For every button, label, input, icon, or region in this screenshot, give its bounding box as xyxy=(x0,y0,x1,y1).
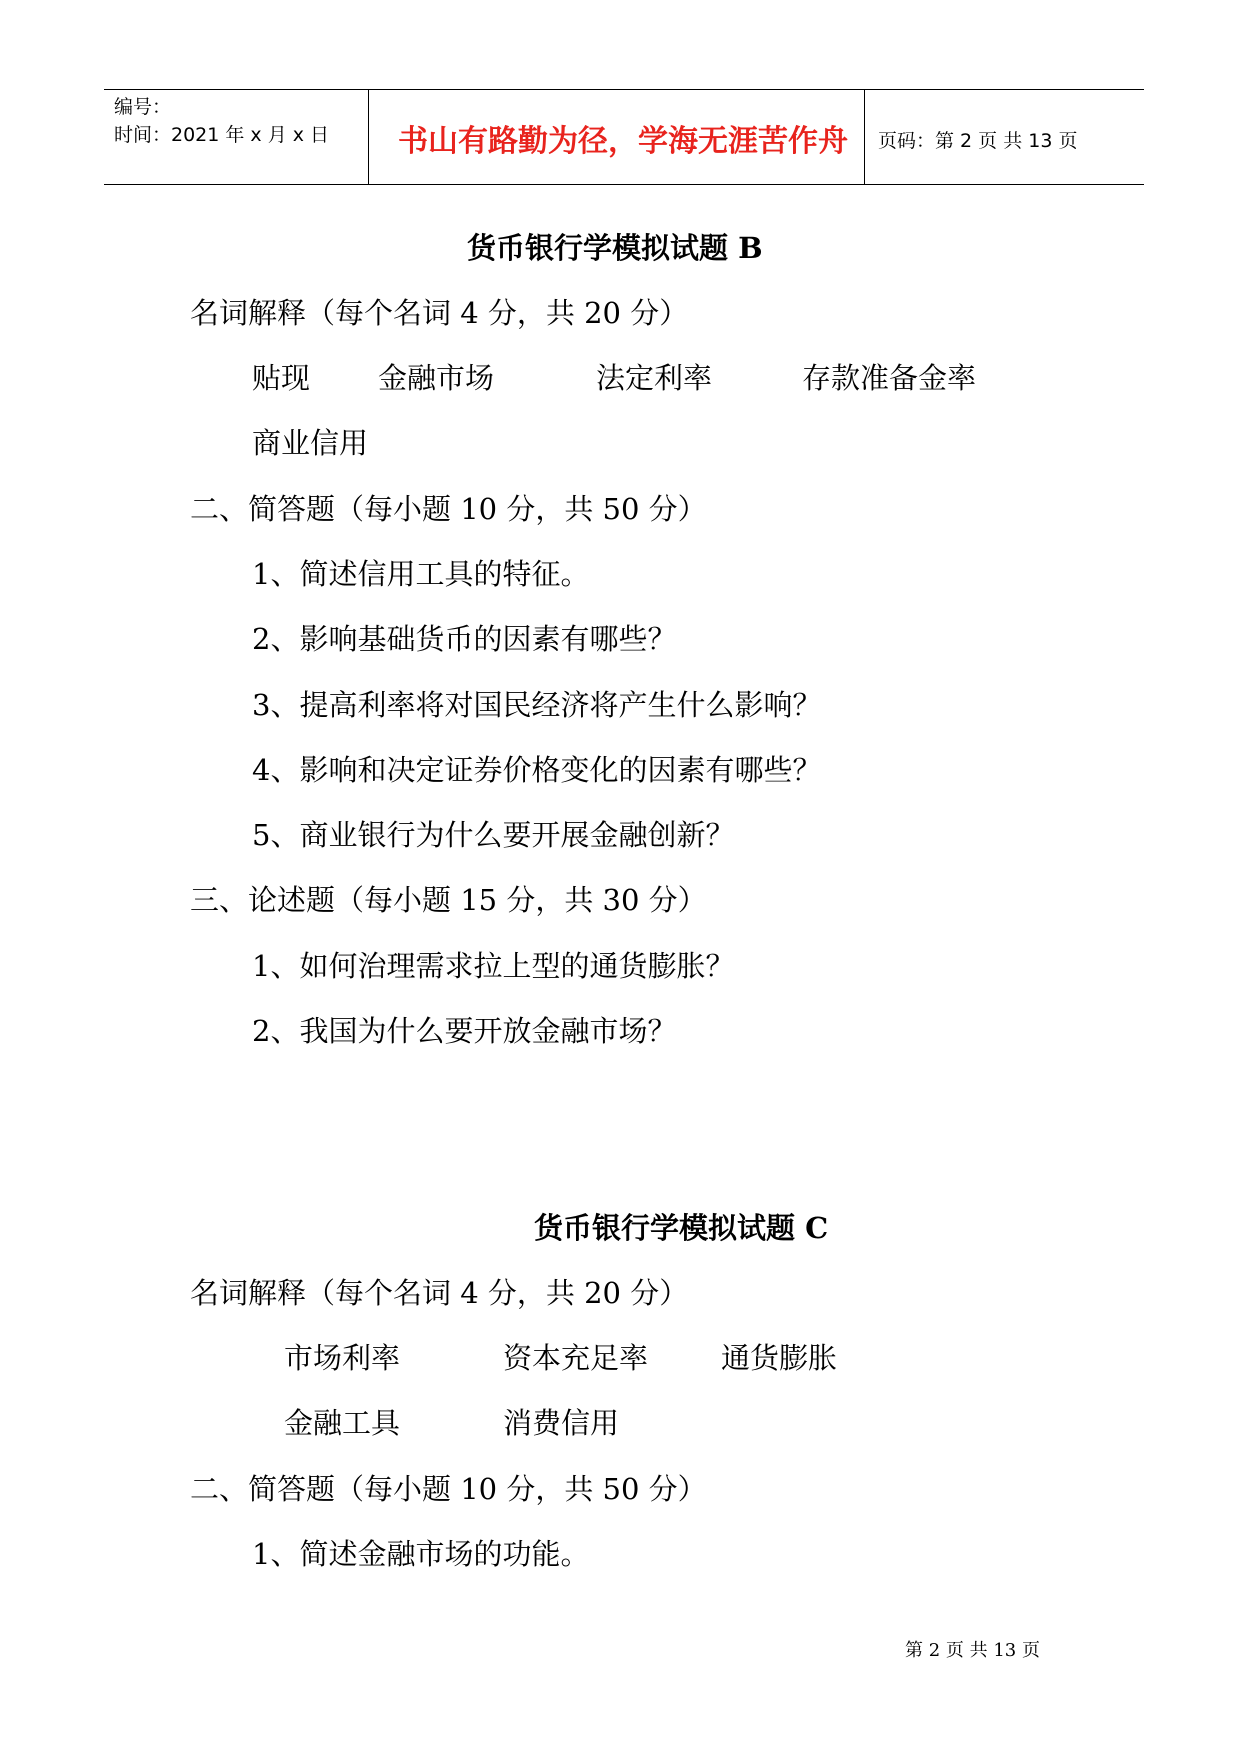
section-c-question: 1、简述金融市场的功能。 xyxy=(252,1537,590,1571)
document-date-label: 时间：2021 年 x 月 x 日 xyxy=(114,124,330,146)
section-c-term: 资本充足率 xyxy=(503,1341,649,1375)
header-motto-cell xyxy=(368,90,865,184)
section-b-title: 货币银行学模拟试题 B xyxy=(467,231,763,265)
section-b-essay: 1、如何治理需求拉上型的通货膨胀？ xyxy=(252,949,735,983)
section-b-part2-heading: 二、简答题（每小题 10 分，共 50 分） xyxy=(190,492,707,526)
document-header xyxy=(104,89,1144,185)
section-b-question: 1、简述信用工具的特征。 xyxy=(252,557,590,591)
footer-page-number: 第 2 页 共 13 页 xyxy=(905,1640,1040,1661)
section-c-term: 市场利率 xyxy=(284,1341,401,1375)
section-b-question: 2、影响基础货币的因素有哪些？ xyxy=(252,622,677,656)
section-b-question: 3、提高利率将对国民经济将产生什么影响？ xyxy=(252,688,822,722)
section-c-term: 通货膨胀 xyxy=(721,1341,838,1375)
section-b-question: 4、影响和决定证券价格变化的因素有哪些？ xyxy=(252,753,822,787)
header-page-cell xyxy=(866,90,1144,184)
section-c-part1-heading: 名词解释（每个名词 4 分，共 20 分） xyxy=(190,1276,689,1310)
header-motto: 书山有路勤为径，学海无涯苦作舟 xyxy=(398,124,848,159)
section-b-part1-heading: 名词解释（每个名词 4 分，共 20 分） xyxy=(190,296,689,330)
section-b-term: 商业信用 xyxy=(252,426,369,460)
section-c-term: 消费信用 xyxy=(503,1406,620,1440)
header-page-number: 页码：第 2 页 共 13 页 xyxy=(878,130,1078,152)
section-b-term: 金融市场 xyxy=(378,361,495,395)
section-c-term: 金融工具 xyxy=(284,1406,401,1440)
section-b-term: 法定利率 xyxy=(596,361,713,395)
section-b-term: 存款准备金率 xyxy=(802,361,977,395)
section-b-essay: 2、我国为什么要开放金融市场？ xyxy=(252,1014,677,1048)
section-c-title: 货币银行学模拟试题 C xyxy=(534,1211,829,1245)
header-info-cell xyxy=(104,90,369,184)
section-b-question: 5、商业银行为什么要开展金融创新？ xyxy=(252,818,735,852)
section-b-term: 贴现 xyxy=(252,361,311,395)
section-b-part3-heading: 三、论述题（每小题 15 分，共 30 分） xyxy=(190,883,707,917)
document-number-label: 编号： xyxy=(114,96,172,118)
section-c-part2-heading: 二、简答题（每小题 10 分，共 50 分） xyxy=(190,1472,707,1506)
